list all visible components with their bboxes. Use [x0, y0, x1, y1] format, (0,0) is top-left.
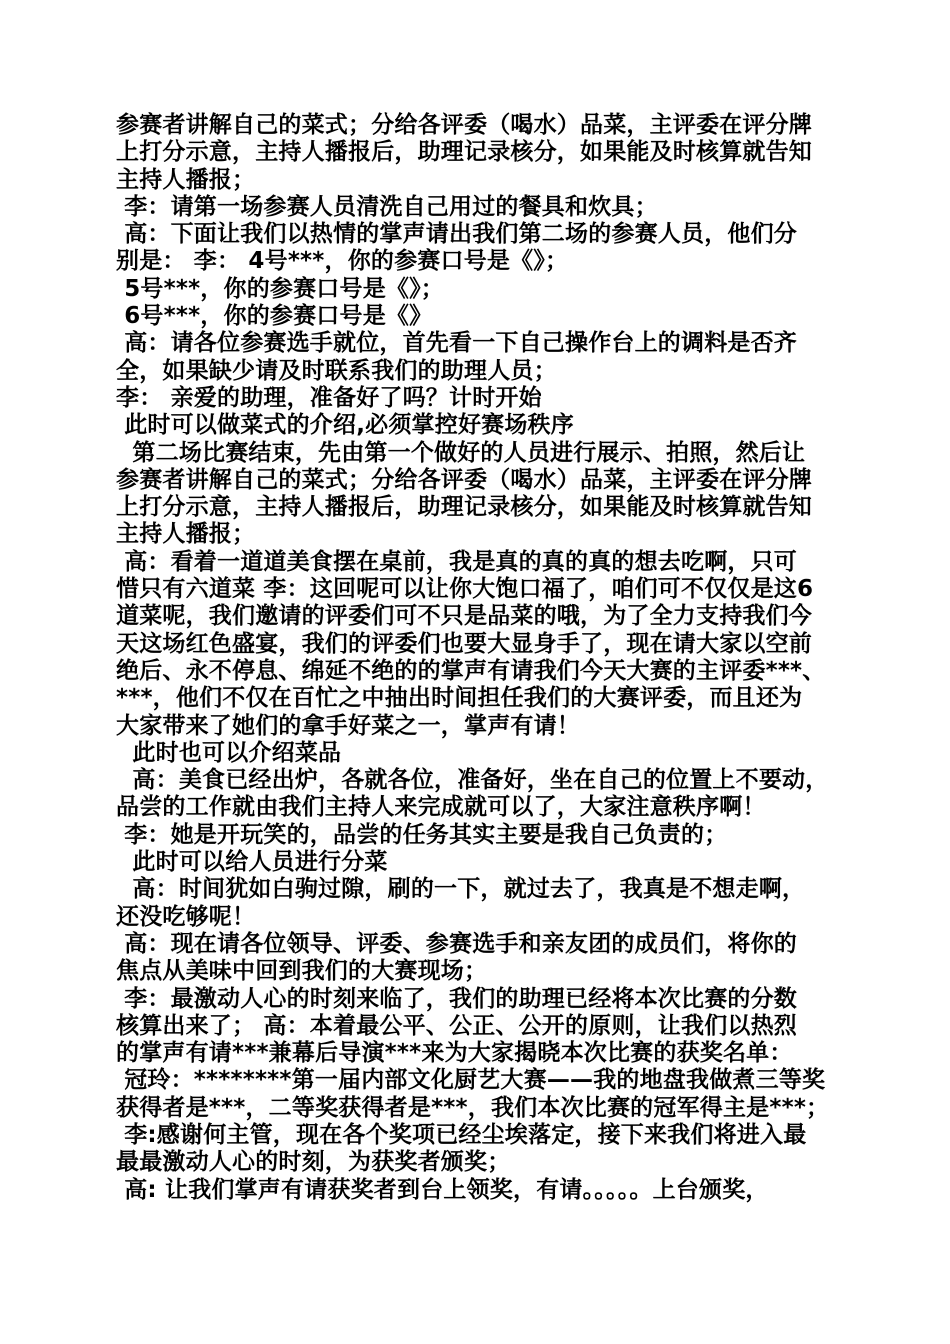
- text-line: 6号***，你的参赛口号是《》: [116, 303, 433, 330]
- text-line: 道菜呢，我们邀请的评委们可不只是品菜的哦，为了全力支持我们今: [116, 603, 812, 630]
- text-line: 李： 亲爱的助理，准备好了吗？计时开始: [116, 384, 542, 411]
- text-line: 李：请第一场参赛人员清洗自己用过的餐具和炊具；: [116, 193, 658, 220]
- text-line: 李：最激动人心的时刻来临了，我们的助理已经将本次比赛的分数: [116, 985, 798, 1012]
- text-line: 参赛者讲解自己的菜式；分给各评委（喝水）品菜，主评委在评分牌: [116, 466, 812, 493]
- text-line: 第二场比赛结束，先由第一个做好的人员进行展示、拍照，然后让: [116, 439, 806, 466]
- text-line: 主持人播报；: [116, 521, 256, 548]
- text-line: 上打分示意，主持人播报后，助理记录核分，如果能及时核算就告知: [116, 494, 812, 521]
- text-line: 李:感谢何主管，现在各个奖项已经尘埃落定，接下来我们将进入最: [116, 1121, 807, 1148]
- text-line: 惜只有六道菜 李：这回呢可以让你大饱口福了，咱们可不仅仅是这6: [116, 576, 814, 603]
- text-line: 李：她是开玩笑的，品尝的任务其实主要是我自己负责的；: [116, 821, 728, 848]
- text-line: 参赛者讲解自己的菜式；分给各评委（喝水）品菜，主评委在评分牌: [116, 112, 812, 138]
- text-line: 高：现在请各位领导、评委、参赛选手和亲友团的成员们，将你的: [116, 930, 798, 957]
- text-line: 高: 让我们掌声有请获奖者到台上领奖，有请。。。。。上台颁奖，: [116, 1176, 769, 1203]
- text-line: 获得者是***，二等奖获得者是***，我们本次比赛的冠军得主是***；: [116, 1094, 830, 1121]
- text-line: 别是： 李： 4号***，你的参赛口号是《》；: [116, 248, 569, 275]
- text-line: 高：美食已经出炉，各就各位，准备好，坐在自己的位置上不要动，: [116, 767, 829, 794]
- text-line: 高：下面让我们以热情的掌声请出我们第二场的参赛人员，他们分: [116, 221, 798, 248]
- text-line: 最最激动人心的时刻，为获奖者颁奖；: [116, 1149, 511, 1176]
- text-line: 此时可以给人员进行分菜: [116, 849, 388, 876]
- text-line: ***，他们不仅在百忙之中抽出时间担任我们的大赛评委，而且还为: [116, 685, 803, 712]
- document-body: [116, 112, 846, 1204]
- text-line: 还没吃够呢！: [116, 903, 256, 930]
- text-line: 此时可以做菜式的介绍,必须掌控好赛场秩序: [116, 412, 574, 439]
- text-line: 的掌声有请***兼幕后导演***来为大家揭晓本次比赛的获奖名单：: [116, 1040, 793, 1067]
- text-line: 高：看着一道道美食摆在桌前，我是真的真的真的想去吃啊，只可: [116, 548, 798, 575]
- text-line: 此时也可以介绍菜品: [116, 739, 342, 766]
- text-line: 上打分示意，主持人播报后，助理记录核分，如果能及时核算就告知: [116, 139, 812, 166]
- text-line: 高：时间犹如白驹过隙，刷的一下，就过去了，我真是不想走啊，: [116, 876, 806, 903]
- text-line: 冠玲：********第一届内部文化厨艺大赛——我的地盘我做煮三等奖: [116, 1067, 826, 1094]
- text-line: 天这场红色盛宴，我们的评委们也要大显身手了，现在请大家以空前: [116, 630, 812, 657]
- text-line: 绝后、永不停息、绵延不绝的的掌声有请我们今天大赛的主评委***、: [116, 657, 826, 684]
- text-line: 焦点从美味中回到我们的大赛现场；: [116, 958, 488, 985]
- text-line: 全，如果缺少请及时联系我们的助理人员；: [116, 357, 557, 384]
- text-line: 高：请各位参赛选手就位，首先看一下自己操作台上的调料是否齐: [116, 330, 798, 357]
- text-line: 核算出来了； 高：本着最公平、公正、公开的原则，让我们以热烈: [116, 1012, 798, 1039]
- text-line: 主持人播报；: [116, 166, 256, 193]
- text-line: 大家带来了她们的拿手好菜之一，掌声有请！: [116, 712, 580, 739]
- text-line: 品尝的工作就由我们主持人来完成就可以了，大家注意秩序啊！: [116, 794, 766, 821]
- text-line: 5号***，你的参赛口号是《》；: [116, 275, 444, 302]
